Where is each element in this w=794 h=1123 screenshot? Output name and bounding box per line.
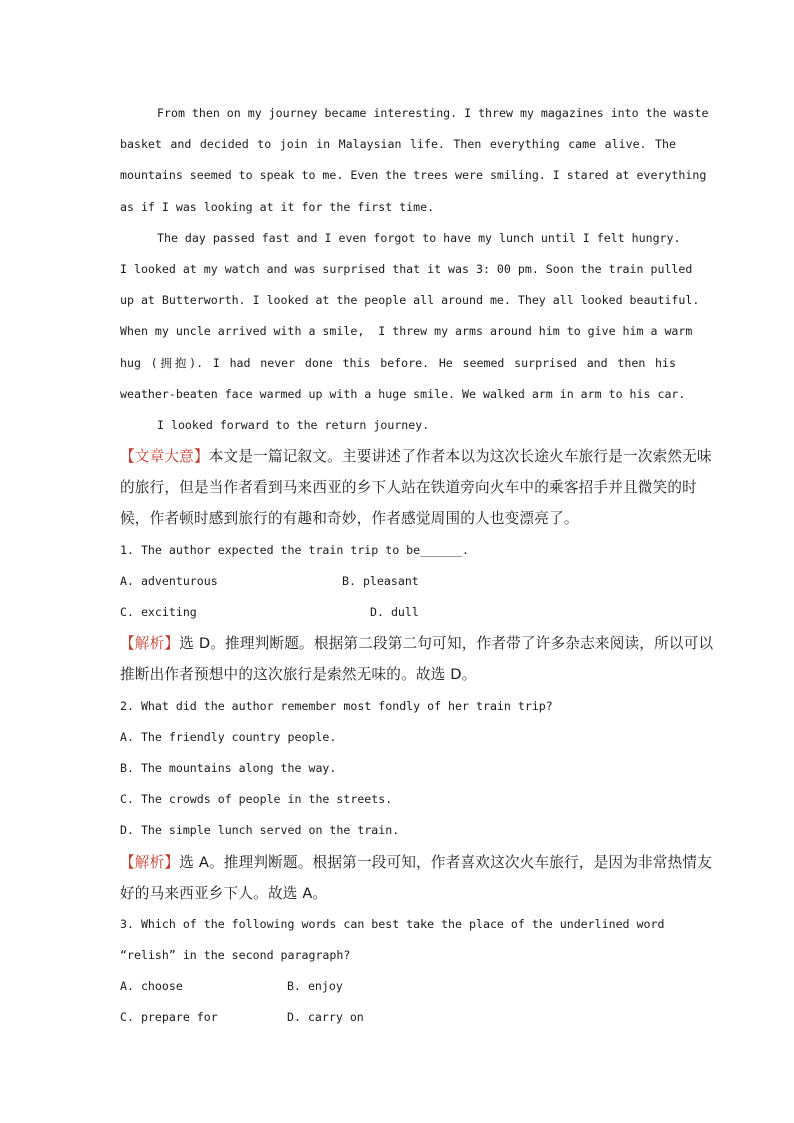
option-d: D. dull [370,605,419,619]
analysis-line: 推断出作者预想中的这次旅行是索然无味的。故选 D。 [120,666,477,684]
analysis-line: 【解析】选 D。推理判断题。根据第二段第二句可知，作者带了许多杂志来阅读，所以可以 [120,635,714,653]
text-line: mountains seemed to speak to me. Even the trees were smiling. I stared at everything [120,168,707,183]
passage-paragraph-1 [120,98,709,223]
option-b: B. pleasant [342,573,419,588]
text-line: basket and decided to join in Malaysian life. Then everything came alive. The [120,137,676,152]
options-row [120,971,676,1002]
analysis-line: 【解析】选 A。推理判断题。根据第一段可知，作者喜欢这次火车旅行，是因为非常热情友 [120,853,712,871]
text-line: up at Butterworth. I looked at the people all around me. They all looked beautiful. [120,293,700,308]
summary-line: 的旅行，但是当作者看到马来西亚的乡下人站在铁道旁向火车中的乘客招手并且微笑的时 [120,479,697,497]
question-1 [120,535,714,691]
analysis-tag: 【解析】 [120,853,180,871]
text-line: hug (拥抱). I had never done this before. He seemed surprised and then his [120,355,676,370]
text-line: When my uncle arrived with a smile, I threw my arms around him to give him a warm [120,324,693,339]
option-a: A. The friendly country people. [120,729,337,744]
text-line: The day passed fast and I even forgot to have my lunch until I felt hungry. [157,230,681,245]
option-c: C. prepare for [120,1010,218,1025]
text-line: as if I was looking at it for the first time. [120,199,435,214]
option-b: B. enjoy [287,979,343,994]
option-c: C. The crowds of people in the streets. [120,792,393,807]
text-line: I looked forward to the return journey. [157,417,430,432]
question-3 [120,909,676,1034]
summary-line: 【文章大意】本文是一篇记叙文。主要讲述了作者本以为这次长途火车旅行是一次索然无味 [120,448,712,466]
question-2 [120,691,712,909]
passage-paragraph-2 [120,223,700,410]
summary-tag: 【文章大意】 [120,448,209,466]
question-stem: 1. The author expected the train trip to be______. [120,542,470,557]
text-line: weather-beaten face warmed up with a huge smile. We walked arm in arm to his car. [120,386,686,401]
summary-line: 候，作者顿时感到旅行的有趣和奇妙，作者感觉周围的人也变漂亮了。 [120,510,579,528]
option-b: B. The mountains along the way. [120,760,337,775]
option-d: D. carry on [287,1010,364,1025]
document-content [120,98,714,1034]
analysis-line: 好的马来西亚乡下人。故选 A。 [120,884,328,902]
option-c: C. exciting [120,605,197,619]
option-d: D. The simple lunch served on the train. [120,823,400,838]
article-summary [120,441,712,535]
option-a: A. choose [120,979,183,994]
options-row [120,597,676,628]
text-line: From then on my journey became interesting. I threw my magazines into the waste [157,106,709,120]
question-stem: “relish” in the second paragraph? [120,948,351,963]
options-row [120,1002,676,1033]
options-row [120,566,676,597]
option-a: A. adventurous [120,573,218,588]
analysis-tag: 【解析】 [120,635,180,653]
question-stem: 3. Which of the following words can best take the place of the underlined word [120,916,665,931]
text-line: I looked at my watch and was surprised that it was 3: 00 pm. Soon the train pulled [120,261,693,276]
question-stem: 2. What did the author remember most fondly of her train trip? [120,698,553,713]
passage-paragraph-3 [120,410,676,441]
